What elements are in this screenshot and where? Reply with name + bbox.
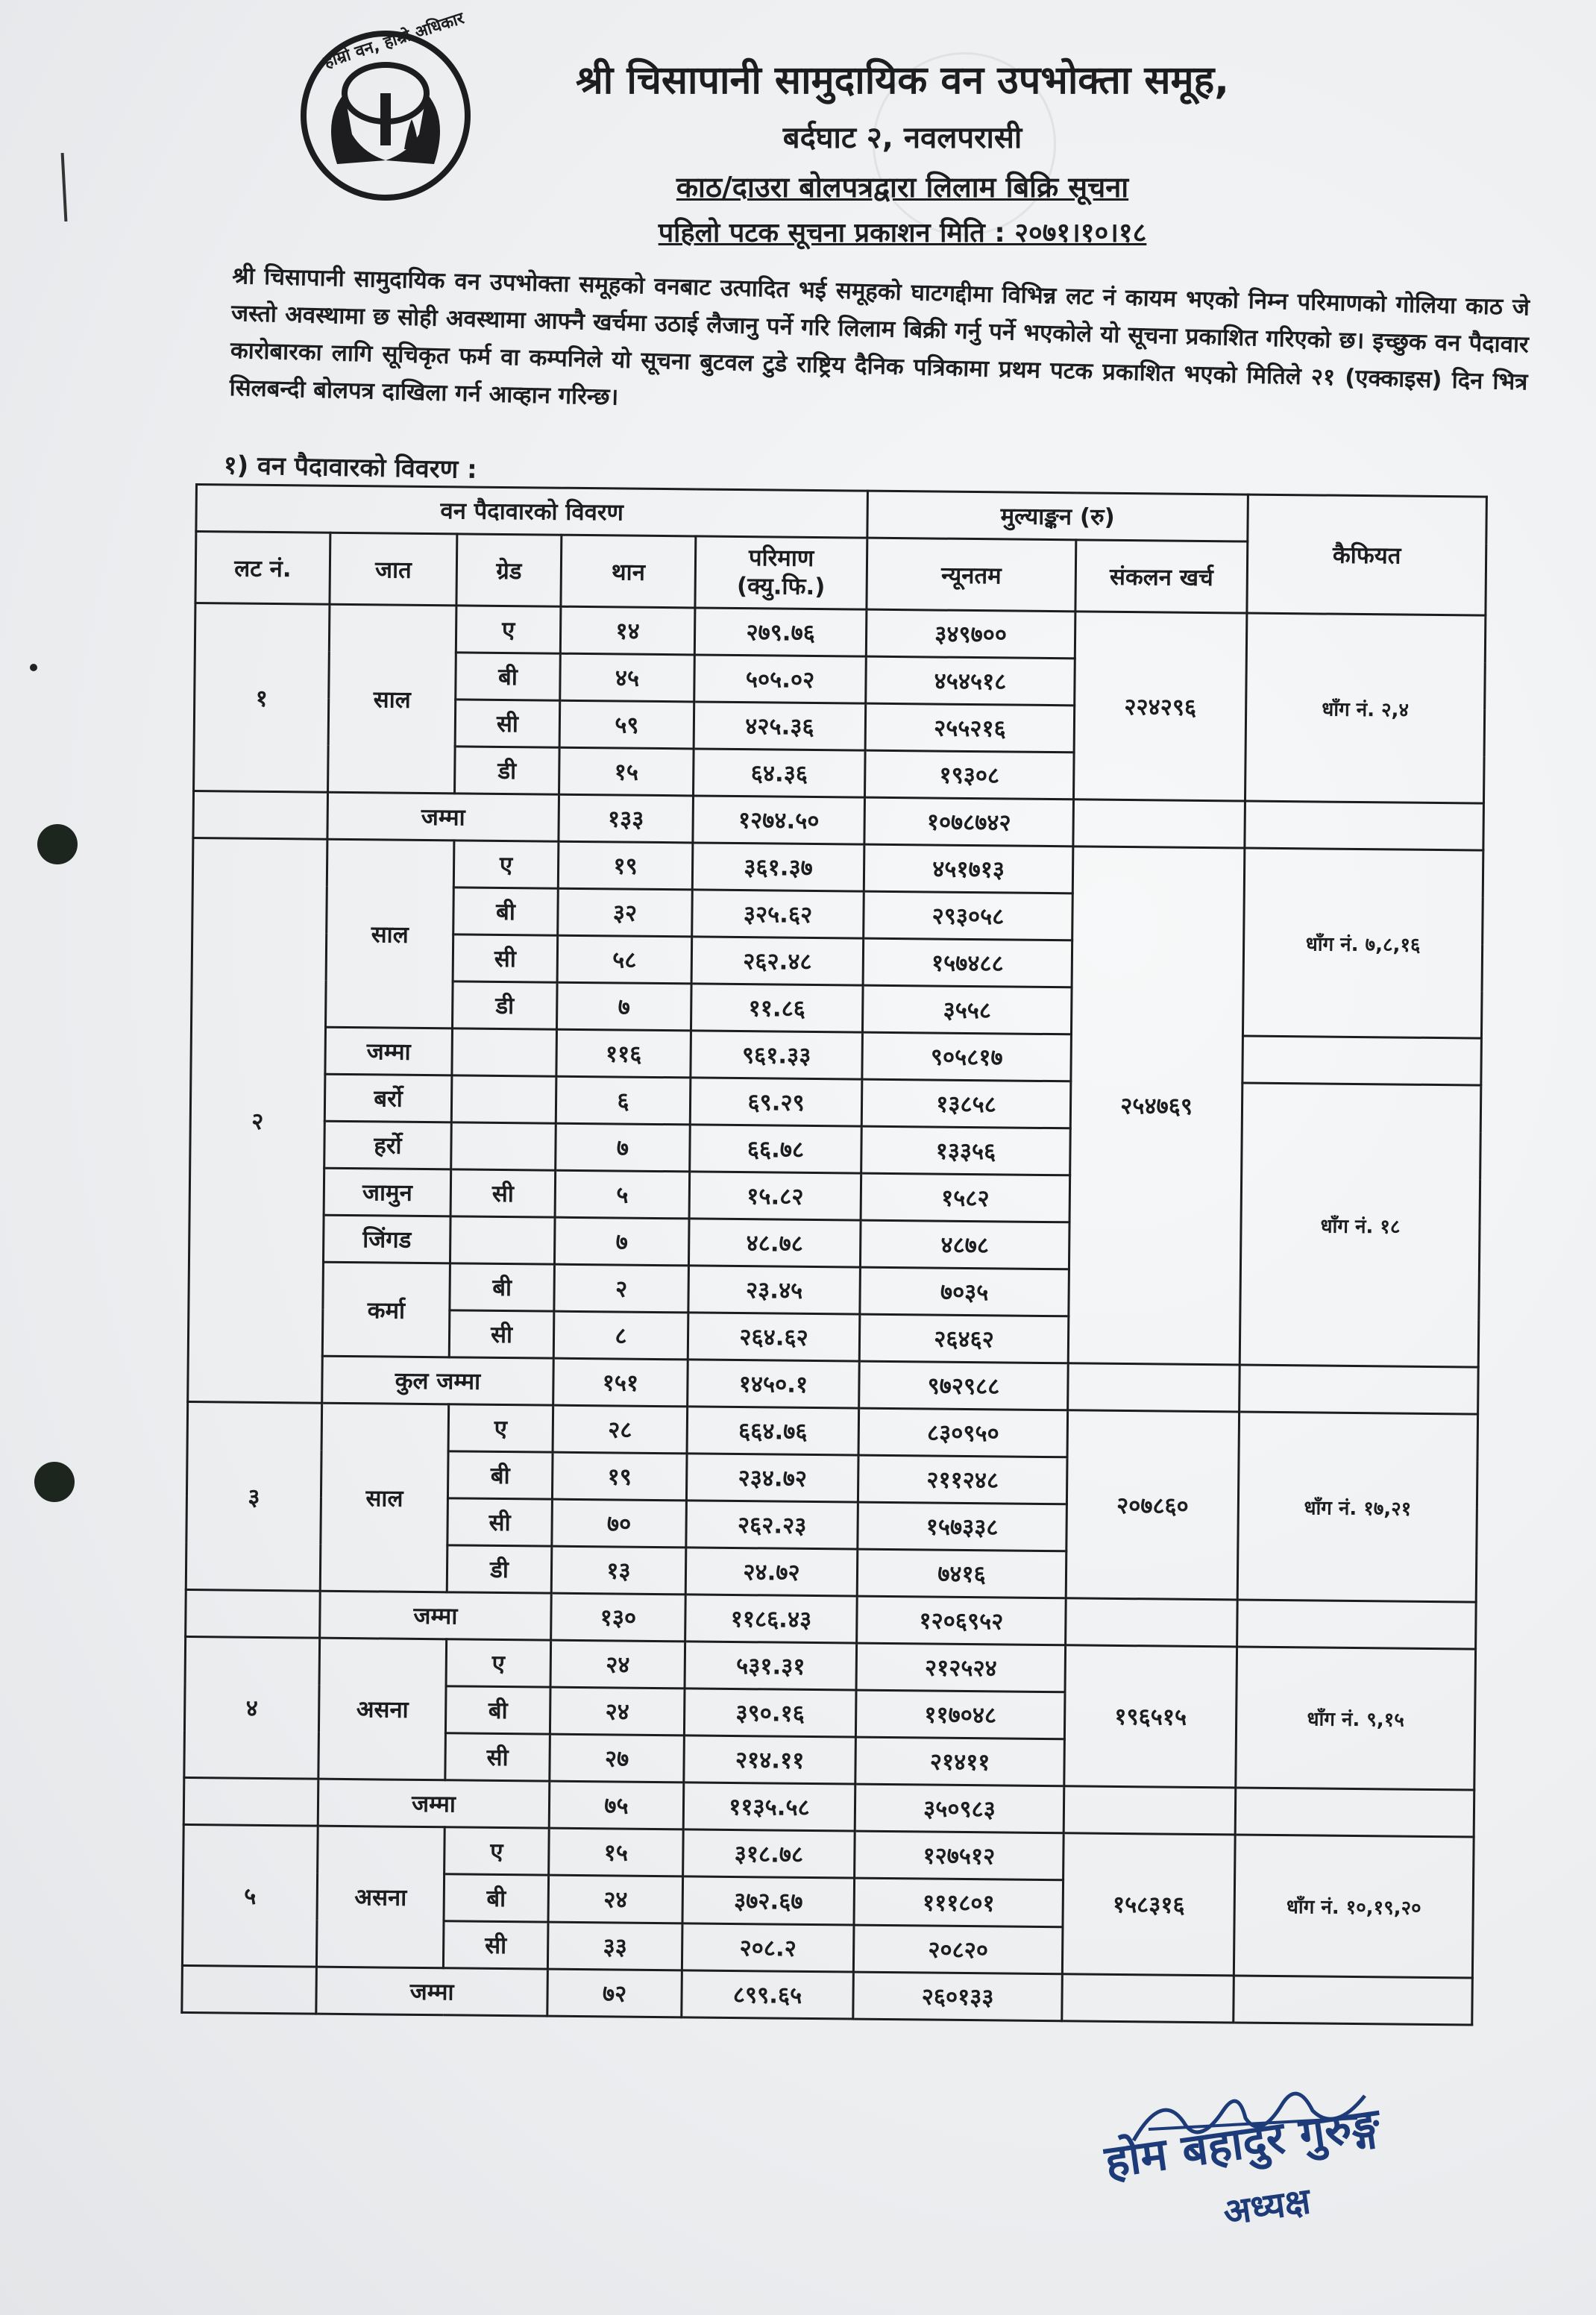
grade-cell: बी <box>453 888 559 935</box>
grade-cell: बी <box>456 653 561 700</box>
total-label: जम्मा <box>316 1967 548 2016</box>
minimum-total: २६०१३३ <box>853 1972 1063 2021</box>
pieces-cell: २४ <box>550 1687 685 1736</box>
collection-cost-cell: २०७८६० <box>1066 1410 1239 1600</box>
minimum-cell: २१२५२४ <box>856 1643 1066 1692</box>
minimum-cell: १११८०१ <box>854 1878 1064 1927</box>
grade-cell: डी <box>447 1545 552 1593</box>
pieces-cell: ४५ <box>560 653 695 702</box>
minimum-cell: १३३५६ <box>861 1126 1071 1175</box>
minimum-cell: १२७५१२ <box>855 1831 1064 1880</box>
quantity-cell: २६२.४८ <box>691 937 864 985</box>
remark-cell: धाँग नं. ७,८,१६ <box>1242 848 1483 1038</box>
signatory-name: होम बहादुर गुरुङ्ग <box>1102 2098 1383 2189</box>
minimum-total: ३५०९८३ <box>855 1784 1064 1833</box>
pieces-cell: २४ <box>550 1640 685 1689</box>
header-quantity: परिमाण (क्यु.फि.) <box>695 536 867 609</box>
species-cell: साल <box>328 604 456 794</box>
minimum-cell: २०८२० <box>853 1925 1063 1974</box>
pieces-cell: ५९ <box>559 700 694 749</box>
header-valuation: मुल्याङ्कन (रु) <box>867 491 1248 541</box>
quantity-cell: २७९.७६ <box>694 608 867 656</box>
organization-title: श्री चिसापानी सामुदायिक वन उपभोक्ता समूह, <box>575 58 1230 103</box>
punch-hole-bottom <box>34 1462 75 1502</box>
grade-cell: सी <box>445 1733 550 1781</box>
minimum-cell: २११२४८ <box>858 1455 1067 1504</box>
quantity-cell: ३६१.३७ <box>692 843 864 891</box>
quantity-cell: ५३१.३१ <box>685 1642 857 1690</box>
remark-cell: धाँग नं. ९,१५ <box>1236 1647 1476 1790</box>
pieces-cell: ७ <box>556 1123 691 1172</box>
quantity-cell: ३७२.६७ <box>682 1876 855 1925</box>
pieces-cell: १३ <box>551 1546 686 1595</box>
header-minimum: न्यूनतम <box>867 538 1076 612</box>
minimum-cell: ४५१७१३ <box>864 844 1073 893</box>
signatory-title: अध्यक्ष <box>1220 2180 1313 2234</box>
quantity-total: ९६१.३३ <box>691 1031 863 1079</box>
pieces-total: ७५ <box>549 1781 684 1829</box>
pieces-cell: ६ <box>556 1076 691 1125</box>
pieces-cell: २७ <box>550 1734 685 1782</box>
forest-products-table <box>180 483 1486 2026</box>
quantity-cell: २१४.११ <box>684 1736 856 1784</box>
grade-cell: सी <box>453 935 558 982</box>
header-remarks: कैफियत <box>1247 494 1487 615</box>
grade-cell: बी <box>444 1874 549 1922</box>
grade-cell: ए <box>446 1639 551 1687</box>
minimum-cell: २५५२१६ <box>865 703 1075 753</box>
minimum-cell: ७४१६ <box>857 1549 1066 1598</box>
pieces-cell: ८ <box>553 1311 688 1360</box>
quantity-cell: २६२.२३ <box>686 1501 858 1549</box>
grade-cell <box>451 1075 556 1123</box>
quantity-cell: ६६४.७६ <box>687 1407 859 1455</box>
lot-number: ५ <box>182 1824 318 1967</box>
species-cell: हर्रो <box>324 1121 452 1169</box>
pieces-cell: २ <box>554 1264 689 1313</box>
pieces-cell: १९ <box>558 841 693 890</box>
minimum-cell: २१४११ <box>855 1737 1065 1786</box>
header-pieces: थान <box>561 535 696 608</box>
collection-cost-cell: २२४२९६ <box>1074 612 1247 801</box>
header-collection-cost: संकलन खर्च <box>1075 540 1248 613</box>
grade-cell <box>450 1216 555 1264</box>
minimum-cell: १५७३३८ <box>858 1502 1067 1551</box>
logo-motto: हाम्रो वन, हाम्रो अधिकार <box>321 9 467 72</box>
grade-cell: सी <box>450 1169 556 1217</box>
species-cell: बर्रो <box>324 1074 452 1122</box>
organization-address: बर्दघाट २, नवलपरासी <box>782 121 1022 156</box>
minimum-cell: ४८७८ <box>860 1220 1069 1269</box>
grade-cell: बी <box>450 1263 555 1311</box>
quantity-cell: ६९.२९ <box>690 1078 862 1126</box>
grade-cell: बी <box>447 1451 553 1499</box>
notice-subject: काठ/दाउरा बोलपत्रद्वारा लिलाम बिक्रि सूचना <box>676 171 1129 204</box>
punch-hole-top <box>37 824 78 864</box>
pieces-cell: ७ <box>556 982 691 1031</box>
grade-cell: डी <box>455 747 560 794</box>
grade-cell: ए <box>444 1827 550 1875</box>
pieces-cell: ७० <box>552 1499 687 1548</box>
total-label: जम्मा <box>325 1027 453 1075</box>
pieces-total: ११६ <box>556 1029 691 1078</box>
quantity-grand-total: १४५०.१ <box>688 1360 860 1408</box>
remark-cell: धाँग नं. १०,१९,२० <box>1234 1835 1474 1978</box>
lot-number: ३ <box>186 1401 321 1591</box>
minimum-cell: १९३०८ <box>865 750 1075 800</box>
header-species: जात <box>330 533 457 606</box>
pieces-cell: २४ <box>548 1875 683 1923</box>
quantity-cell: २६४.६२ <box>688 1313 860 1361</box>
quantity-total: ८९९.६५ <box>682 1970 854 2019</box>
pieces-grand-total: १५१ <box>553 1358 688 1407</box>
pieces-cell: १५ <box>559 747 694 796</box>
grade-cell: ए <box>456 606 561 653</box>
quantity-cell: ३१८.७८ <box>683 1829 855 1878</box>
pieces-cell: ७ <box>554 1217 689 1266</box>
minimum-cell: १३८५८ <box>861 1079 1071 1128</box>
lot-number: २ <box>188 838 327 1403</box>
pieces-cell: १९ <box>552 1452 687 1501</box>
minimum-cell: ८३०९५० <box>858 1408 1068 1457</box>
quantity-cell: २३४.७२ <box>686 1454 858 1502</box>
species-cell: साल <box>326 839 454 1028</box>
minimum-cell: ३४९७०० <box>866 609 1075 659</box>
quantity-cell: २०८.२ <box>682 1923 854 1972</box>
pieces-cell: १५ <box>549 1828 684 1876</box>
minimum-cell: १५७४८८ <box>863 938 1072 987</box>
notice-body: श्री चिसापानी सामुदायिक वन उपभोक्ता समूहको वनबाट उत्पादित भई समूहको घाटगद्दीमा विभिन्न लट नं कायम भएको निम्न परिमाणको गोलिया काठ जे जस्तो अवस्थामा छ सोही अवस्थामा आफ्नै खर्चमा उठाई लैजानु पर्ने गरि लिलाम बिक्री गर्नु पर्ने भएकोले यो सूचना प्रकाशित गरिएको छ। इच्छुक वन पैदावार कारोबारका लागि सूचिकृत फर्म वा कम्पनिले यो सूचना बुटवल टुडे राष्ट्रिय दैनिक पत्रिकामा प्रथम पटक प्रकाशित भएको मितिले २१ (एक्काइस) दिन भित्र सिलबन्दी बोलपत्र दाखिला गर्न आव्हान गरिन्छ। <box>229 262 1530 411</box>
minimum-total: १२०६९५२ <box>857 1596 1066 1645</box>
pieces-cell: ५ <box>555 1170 690 1219</box>
pieces-total: १३३ <box>559 794 694 843</box>
minimum-cell: २९३०५८ <box>864 891 1073 940</box>
total-label: जम्मा <box>320 1591 552 1640</box>
total-label: जम्मा <box>327 792 559 841</box>
grade-cell: ए <box>448 1404 553 1452</box>
quantity-cell: २४.७२ <box>685 1548 858 1596</box>
grade-cell <box>451 1122 556 1170</box>
grade-cell: सी <box>449 1310 554 1358</box>
collection-cost-cell: २५४७६९ <box>1068 846 1245 1365</box>
minimum-grand-total: ९७२९८८ <box>859 1361 1069 1410</box>
quantity-total: १२७४.५० <box>693 796 865 844</box>
minimum-cell: ७०३५ <box>860 1267 1069 1316</box>
quantity-cell: ११.८६ <box>691 984 863 1032</box>
quantity-cell: ३२५.६२ <box>692 890 864 938</box>
header-forest-products: वन पैदावारको विवरण <box>196 485 868 538</box>
letterhead <box>418 60 1387 250</box>
pieces-total: ७२ <box>547 1969 682 2017</box>
minimum-cell: १५८२ <box>861 1173 1070 1222</box>
pieces-cell: ३३ <box>547 1922 682 1970</box>
quantity-cell: ६६.७८ <box>690 1125 862 1173</box>
grade-cell: डी <box>453 981 558 1029</box>
pieces-cell: २८ <box>553 1405 688 1454</box>
grade-cell: ए <box>453 841 559 888</box>
quantity-cell: ५०५.०२ <box>694 655 867 703</box>
total-label: जम्मा <box>318 1779 550 1828</box>
remark-cell: धाँग नं. १८ <box>1240 1083 1481 1367</box>
species-cell: कर्मा <box>322 1262 450 1357</box>
header-grade: ग्रेड <box>456 534 562 606</box>
minimum-cell: ३५५८ <box>863 985 1072 1034</box>
quantity-total: ११३५.५८ <box>683 1782 855 1831</box>
quantity-cell: १५.८२ <box>689 1172 861 1220</box>
grade-cell: सी <box>447 1498 553 1546</box>
species-cell: साल <box>320 1403 448 1592</box>
minimum-cell: ११७०४८ <box>855 1690 1065 1739</box>
header-lot: लट नं. <box>195 532 330 605</box>
quantity-cell: ६४.३६ <box>694 749 866 797</box>
species-cell: जामुन <box>324 1168 451 1216</box>
pieces-cell: ३२ <box>558 888 693 937</box>
collection-cost-cell: १५८३१६ <box>1062 1833 1235 1976</box>
grand-total-label: कुल जम्मा <box>322 1356 554 1405</box>
grade-cell: सी <box>443 1921 548 1969</box>
ink-dot <box>30 664 37 671</box>
publish-date: पहिलो पटक सूचना प्रकाशन मिति : २०७१।१०।१८ <box>658 218 1147 249</box>
quantity-cell: २३.४५ <box>688 1266 861 1314</box>
species-cell: असना <box>318 1638 447 1780</box>
minimum-total: ९०५८१७ <box>862 1032 1072 1081</box>
pieces-total: १३० <box>551 1593 686 1642</box>
species-cell: जिंगड <box>323 1215 450 1263</box>
grade-cell: बी <box>445 1686 550 1734</box>
lot-number: ४ <box>184 1636 320 1779</box>
quantity-total: ११८६.४३ <box>685 1595 858 1643</box>
minimum-cell: ४५४५१८ <box>866 656 1075 706</box>
pieces-cell: ५८ <box>557 935 692 984</box>
minimum-total: १०७८७४२ <box>864 797 1074 846</box>
quantity-cell: ३९०.१६ <box>684 1689 856 1737</box>
quantity-cell: ४८.७८ <box>688 1219 861 1267</box>
collection-cost-cell: १९६५१५ <box>1064 1645 1237 1788</box>
lot-number: १ <box>194 603 330 793</box>
section-title: १) वन पैदावारको विवरण : <box>223 450 478 485</box>
pieces-cell: १४ <box>560 606 695 655</box>
species-cell: असना <box>316 1826 444 1968</box>
remark-cell: धाँग नं. २,४ <box>1245 613 1486 803</box>
grade-cell: सी <box>455 700 560 747</box>
quantity-cell: ४२५.३६ <box>694 702 866 750</box>
remark-cell: धाँग नं. १७,२१ <box>1237 1412 1477 1602</box>
minimum-cell: २६४६२ <box>859 1314 1069 1363</box>
